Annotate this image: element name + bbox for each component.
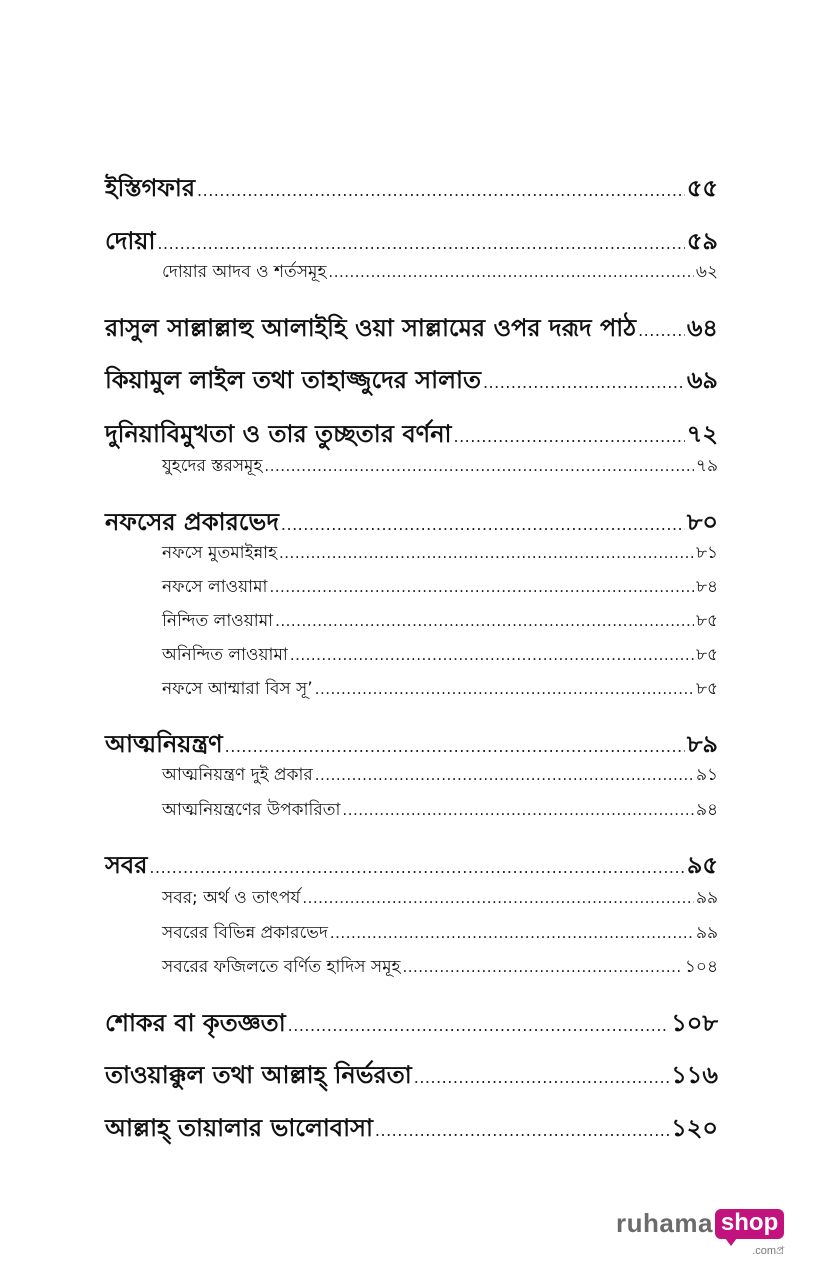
toc-entry-page: ৬৪ <box>686 314 718 342</box>
toc-entry-page: ৮৫ <box>695 611 718 631</box>
toc-entry-title: দোয়া <box>105 227 156 255</box>
toc-entry <box>105 1110 718 1150</box>
toc-entry-title: আল্লাহ্ তায়ালার ভালোবাসা <box>105 1114 373 1142</box>
toc-entry-title: দুনিয়াবিমুখতা ও তার তুচ্ছতার বর্ণনা <box>105 420 452 448</box>
toc-entry-page: ১০৪ <box>684 957 718 977</box>
toc-entry <box>105 362 718 402</box>
logo-shop-badge: shop <box>715 1209 784 1239</box>
toc-entry-page: ৮১ <box>695 543 718 563</box>
logo-domain: .comপ্র <box>752 1245 785 1257</box>
leader-dots <box>281 515 685 534</box>
toc-entry-page: ৭৯ <box>695 456 718 476</box>
toc-subentry <box>162 762 718 790</box>
toc-entry-title: আত্মনিয়ন্ত্রণ <box>105 730 223 758</box>
toc-entry <box>105 1005 718 1045</box>
toc-entry <box>105 223 718 263</box>
toc-entry-title: ইস্তিগফার <box>105 174 196 202</box>
toc-entry-page: ৫৫ <box>686 174 718 202</box>
leader-dots <box>330 924 694 942</box>
leader-dots <box>269 578 693 596</box>
toc-subentry <box>162 797 718 825</box>
toc-entry-page: ৮৫ <box>695 679 718 699</box>
toc-entry-title: সবরের ফজিলতে বর্ণিত হাদিস সমূহ <box>162 957 401 977</box>
toc-entry-page: ৯৫ <box>686 851 718 879</box>
leader-dots <box>638 321 685 340</box>
leader-dots <box>483 373 685 392</box>
toc-entry-page: ৬২ <box>695 262 718 282</box>
toc-subentry <box>162 920 718 948</box>
leader-dots <box>288 1016 670 1035</box>
toc-entry-page: ৮৫ <box>695 645 718 665</box>
toc-subentry <box>162 259 718 287</box>
toc-entry-page: ৮৯ <box>686 730 718 758</box>
leader-dots <box>302 889 694 907</box>
leader-dots <box>328 263 693 281</box>
toc-entry-title: কিয়ামুল লাইল তথা তাহাজ্জুদের সালাত <box>105 366 481 394</box>
toc-entry-title: অনিন্দিত লাওয়ামা <box>162 645 288 665</box>
toc-entry-title: সবরের বিভিন্ন প্রকারভেদ <box>162 923 328 943</box>
leader-dots <box>275 612 694 630</box>
toc-entry-title: দোয়ার আদব ও শর্তসমূহ <box>162 262 327 282</box>
toc-entry-page: ৮০ <box>686 508 718 536</box>
toc-entry-page: ৯১ <box>695 765 718 785</box>
leader-dots <box>315 680 694 698</box>
toc-subentry <box>162 676 718 704</box>
toc-entry-title: রাসুল সাল্লাল্লাহু আলাইহি ওয়া সাল্লামের ওপর দরূদ পাঠ <box>105 314 637 342</box>
toc-subentry <box>162 608 718 636</box>
leader-dots <box>414 1068 670 1087</box>
toc-entry-page: ১১৬ <box>671 1061 718 1089</box>
leader-dots <box>264 457 693 475</box>
toc-entry <box>105 726 718 766</box>
toc-subentry <box>162 885 718 913</box>
leader-dots <box>157 234 684 253</box>
toc-entry-page: ৯৯ <box>695 923 718 943</box>
ruhamashop-logo <box>616 1208 785 1257</box>
toc-subentry <box>162 453 718 481</box>
toc-entry-page: ৯৯ <box>695 888 718 908</box>
leader-dots <box>197 181 685 200</box>
toc-entry <box>105 847 718 887</box>
leader-dots <box>453 427 684 446</box>
toc-entry-page: ১০৮ <box>671 1009 718 1037</box>
toc-subentry <box>162 574 718 602</box>
toc-entry-title: নফসের প্রকারভেদ <box>105 508 279 536</box>
leader-dots <box>225 737 685 756</box>
toc-entry-page: ৬৯ <box>686 366 718 394</box>
toc-subentry <box>162 540 718 568</box>
leader-dots <box>149 858 684 877</box>
toc-entry-title: যুহদের স্তরসমূহ <box>162 456 263 476</box>
toc-entry-title: আত্মনিয়ন্ত্রণ দুই প্রকার <box>162 765 313 785</box>
leader-dots <box>342 801 694 819</box>
toc-entry-page: ৯৪ <box>695 800 718 820</box>
toc-entry-page: ১২০ <box>671 1114 718 1142</box>
logo-word: ruhama <box>616 1208 713 1238</box>
toc-entry <box>105 416 718 456</box>
toc-entry <box>105 504 718 544</box>
toc-entry <box>105 1057 718 1097</box>
toc-entry-page: ৭২ <box>686 420 718 448</box>
toc-entry-page: ৫৯ <box>686 227 718 255</box>
toc-entry-title: নফসে লাওয়ামা <box>162 577 268 597</box>
toc-entry-title: সবর; অর্থ ও তাৎপর্য <box>162 888 301 908</box>
toc-entry-title: তাওয়াক্কুল তথা আল্লাহ্ নির্ভরতা <box>105 1061 412 1089</box>
leader-dots <box>375 1121 669 1140</box>
toc-entry <box>105 170 718 210</box>
leader-dots <box>290 646 694 664</box>
leader-dots <box>315 766 694 784</box>
toc-subentry <box>162 954 718 982</box>
toc-entry-title: নফসে মুতমাইন্নাহ <box>162 543 278 563</box>
leader-dots <box>279 544 694 562</box>
toc-entry-title: নিন্দিত লাওয়ামা <box>162 611 274 631</box>
leader-dots <box>402 958 682 976</box>
toc-subentry <box>162 642 718 670</box>
toc-entry-title: সবর <box>105 851 148 879</box>
toc-entry-title: নফসে আম্মারা বিস সূ’ <box>162 679 313 699</box>
toc-entry-page: ৮৪ <box>695 577 718 597</box>
toc-entry-title: শোকর বা কৃতজ্ঞতা <box>105 1009 286 1037</box>
toc-entry <box>105 310 718 350</box>
toc-entry-title: আত্মনিয়ন্ত্রণের উপকারিতা <box>162 800 341 820</box>
